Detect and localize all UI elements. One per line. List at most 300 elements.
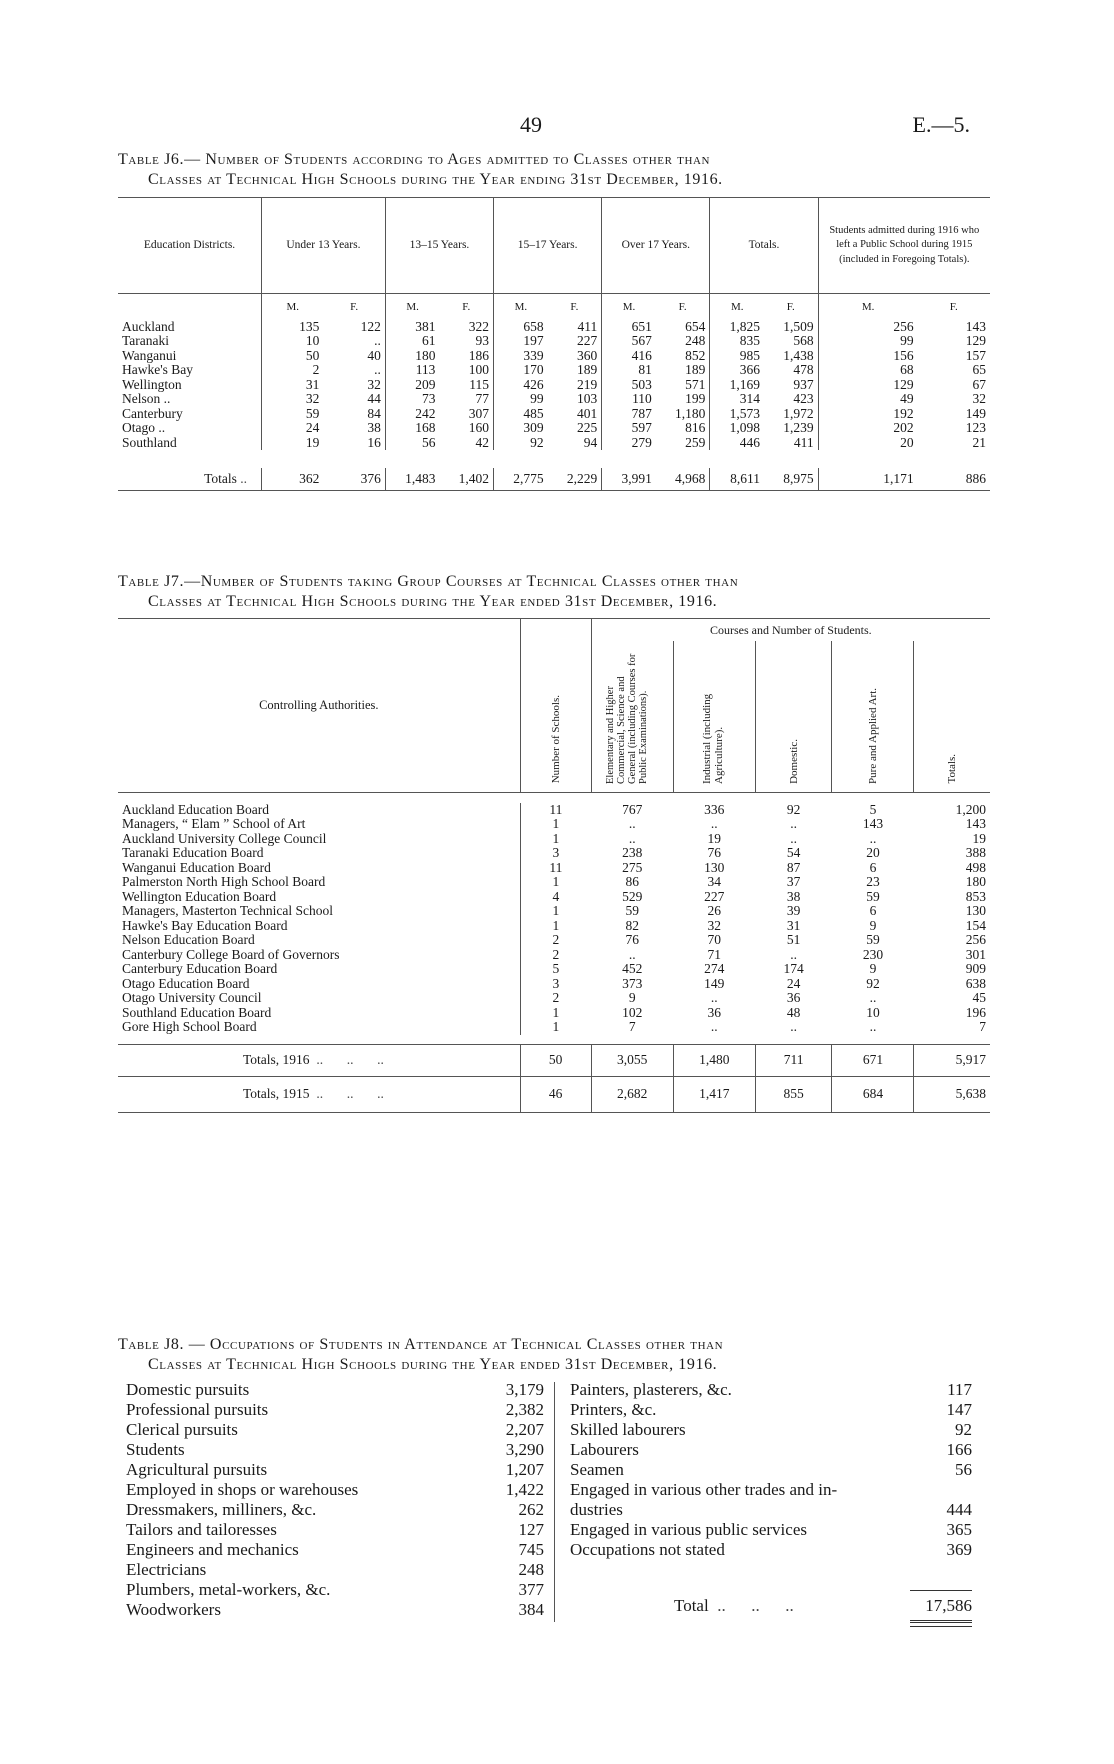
j7-cell: .. bbox=[790, 946, 797, 962]
j6-cell: 10 bbox=[262, 334, 324, 349]
j7-cell: 51 bbox=[786, 932, 801, 947]
j6-cell: 168 bbox=[385, 421, 439, 436]
j7-authority: Managers, “ Elam ” School of Art bbox=[122, 816, 306, 831]
j6-cell: 1,098 bbox=[710, 421, 764, 436]
occupation-value: 3,290 bbox=[505, 1440, 544, 1459]
j7-cell: 11 bbox=[520, 803, 591, 818]
j7-cell: 45 bbox=[972, 990, 986, 1005]
j6-cell: 123 bbox=[965, 420, 986, 435]
table-row bbox=[118, 948, 990, 963]
occupation-value: 444 bbox=[946, 1500, 972, 1519]
j6-cell: 426 bbox=[494, 378, 548, 393]
occupation-label: Engineers and mechanics bbox=[126, 1540, 299, 1559]
j6-cell: 170 bbox=[494, 363, 548, 378]
j7-total-cell: 711 bbox=[755, 1045, 832, 1077]
j6-cell: 42 bbox=[475, 434, 490, 450]
j6-cell: 423 bbox=[793, 391, 814, 406]
j7-authority: Wellington Education Board bbox=[122, 888, 277, 904]
j7-cell: 2 bbox=[520, 933, 591, 948]
j6-totals-label: Totals .. bbox=[204, 470, 247, 486]
j6-cell: 219 bbox=[576, 376, 598, 392]
table-row bbox=[118, 378, 990, 393]
j6-cell: 2 bbox=[262, 363, 324, 378]
j7-cell: 5 bbox=[869, 801, 877, 817]
j7-cell: 238 bbox=[622, 845, 643, 860]
j7-cell: 767 bbox=[622, 801, 643, 817]
j6-cell: 314 bbox=[710, 392, 764, 407]
j7-col-schools: Number of Schools. bbox=[520, 619, 591, 793]
column-divider bbox=[554, 1382, 555, 1622]
occupation-label: Electricians bbox=[126, 1560, 207, 1579]
table-row bbox=[118, 1006, 990, 1021]
j6-total-cell: 2,775 bbox=[494, 468, 548, 490]
occupation-value bbox=[922, 1480, 972, 1500]
table-row bbox=[118, 407, 990, 422]
j6-sex-header: M. bbox=[602, 294, 656, 320]
occupation-row bbox=[126, 1540, 544, 1560]
occupation-label: Plumbers, metal-workers, &c. bbox=[126, 1580, 331, 1599]
j7-cell: 92 bbox=[786, 801, 801, 817]
j7-cell: 10 bbox=[866, 1004, 880, 1020]
j6-cell: 110 bbox=[602, 392, 656, 407]
occupation-value: 248 bbox=[518, 1560, 544, 1579]
j7-totals-1916-label: Totals, 1916 .. .. .. bbox=[243, 1052, 384, 1068]
j7-cell: 26 bbox=[707, 903, 722, 918]
occupation-row bbox=[570, 1480, 972, 1500]
j6-cell: 568 bbox=[793, 333, 814, 348]
table-row bbox=[118, 1020, 990, 1035]
occupation-label: Employed in shops or warehouses bbox=[126, 1480, 359, 1499]
occupation-value: 166 bbox=[946, 1440, 972, 1459]
j6-cell: 149 bbox=[965, 405, 986, 421]
j6-sex-header: F. bbox=[786, 300, 795, 313]
j6-sex-header: F. bbox=[570, 300, 579, 313]
occupation-value: 92 bbox=[955, 1420, 972, 1439]
occupation-label: Printers, &c. bbox=[570, 1400, 657, 1419]
j7-cell: 9 bbox=[869, 961, 877, 976]
occupation-value: 365 bbox=[946, 1520, 972, 1539]
j6-total-cell: 8,611 bbox=[710, 468, 764, 490]
j6-cell: 32 bbox=[367, 376, 381, 392]
j7-cell: .. bbox=[790, 1019, 797, 1034]
occupation-label: Agricultural pursuits bbox=[126, 1460, 268, 1479]
table-row bbox=[118, 392, 990, 407]
j6-cell: 189 bbox=[685, 362, 706, 377]
table-row bbox=[118, 890, 990, 905]
j7-cell: 1 bbox=[520, 875, 591, 890]
page-header bbox=[0, 112, 1114, 142]
j7-cell: 92 bbox=[866, 975, 880, 991]
j6-cell: 1,239 bbox=[783, 420, 814, 435]
j6-sex-header: M. bbox=[818, 294, 918, 320]
j7-col-totals: Totals. bbox=[914, 641, 990, 793]
table-row bbox=[118, 436, 990, 451]
j6-cell: 567 bbox=[602, 334, 656, 349]
j7-cell: 19 bbox=[972, 830, 986, 846]
j6-cell: 225 bbox=[576, 420, 598, 435]
j6-col-under13: Under 13 Years. bbox=[262, 198, 386, 294]
occupation-row bbox=[570, 1520, 972, 1540]
j7-cell: 143 bbox=[965, 816, 986, 831]
j6-sex-header: F. bbox=[678, 300, 687, 313]
j7-cell: 39 bbox=[786, 903, 801, 918]
j6-cell: 199 bbox=[685, 391, 706, 406]
j6-cell: 40 bbox=[367, 347, 381, 363]
j7-cell: 6 bbox=[869, 859, 877, 875]
j6-cell: 1,825 bbox=[710, 320, 764, 335]
j7-cell: .. bbox=[710, 816, 718, 831]
j7-cell: 31 bbox=[786, 917, 801, 933]
j7-total-cell: 46 bbox=[520, 1077, 591, 1113]
j7-cell: 54 bbox=[786, 845, 801, 860]
occupation-value: 377 bbox=[518, 1580, 544, 1599]
table-row bbox=[118, 962, 990, 977]
j7-cell: 1 bbox=[520, 1020, 591, 1035]
j7-total-cell: 50 bbox=[520, 1045, 591, 1077]
j6-cell: 816 bbox=[685, 420, 706, 435]
j7-cell: 1 bbox=[520, 832, 591, 847]
j6-sex-header: F. bbox=[462, 300, 471, 313]
j6-cell: 59 bbox=[262, 407, 324, 422]
occupation-value: 369 bbox=[946, 1540, 972, 1559]
j6-cell: 24 bbox=[262, 421, 324, 436]
j6-cell: 129 bbox=[818, 378, 918, 393]
occupations-total-value: 17,586 bbox=[925, 1596, 972, 1615]
j6-col-13-15: 13–15 Years. bbox=[385, 198, 493, 294]
j7-cell: 1 bbox=[520, 904, 591, 919]
j6-total-cell: 4,968 bbox=[675, 470, 706, 486]
j6-cell: 93 bbox=[475, 333, 490, 348]
j6-cell: 835 bbox=[710, 334, 764, 349]
j7-cell: 70 bbox=[707, 932, 722, 947]
occupation-value: 3,179 bbox=[505, 1380, 544, 1399]
j6-total-cell: 1,171 bbox=[818, 468, 918, 490]
j7-cell: .. bbox=[710, 990, 718, 1005]
j7-cell: 11 bbox=[520, 861, 591, 876]
j6-cell: .. bbox=[374, 362, 381, 377]
j7-cell: 256 bbox=[965, 932, 986, 947]
j7-cell: 38 bbox=[786, 888, 801, 904]
j6-cell: 658 bbox=[494, 320, 548, 335]
j6-cell: .. bbox=[374, 333, 381, 348]
j6-sex-header: M. bbox=[385, 294, 439, 320]
j7-cell: 452 bbox=[622, 961, 643, 976]
j7-cell: 1 bbox=[520, 1006, 591, 1021]
j7-cell: 71 bbox=[707, 946, 722, 962]
j6-total-cell: 3,991 bbox=[602, 468, 656, 490]
table-row bbox=[118, 349, 990, 364]
j7-cell: 36 bbox=[707, 1004, 722, 1020]
occupation-label: Seamen bbox=[570, 1460, 624, 1479]
occupations-right-column bbox=[570, 1380, 972, 1560]
j7-col-domestic: Domestic. bbox=[755, 641, 832, 793]
j7-col-courses: Courses and Number of Students. bbox=[591, 619, 990, 641]
j7-cell: 909 bbox=[965, 961, 986, 976]
j6-cell: 31 bbox=[262, 378, 324, 393]
j7-cell: 498 bbox=[965, 859, 986, 875]
j7-cell: 1 bbox=[520, 919, 591, 934]
j6-col-over17: Over 17 Years. bbox=[602, 198, 710, 294]
j7-cell: 2 bbox=[520, 948, 591, 963]
j7-total-cell: 855 bbox=[755, 1077, 832, 1113]
occupation-label: Painters, plasterers, &c. bbox=[570, 1380, 732, 1399]
table-j8-caption: Table J8. — Occupations of Students in Attendance at Technical Classes other than Classes at Technical High Schools during the Year ended 31st December, 1916. bbox=[118, 1336, 724, 1373]
j7-cell: .. bbox=[869, 990, 877, 1005]
occupation-label: Students bbox=[126, 1440, 185, 1459]
j6-cell: 248 bbox=[685, 333, 706, 348]
j7-cell: .. bbox=[710, 1019, 718, 1034]
j7-cell: 59 bbox=[866, 932, 880, 947]
occupation-value: 1,422 bbox=[505, 1480, 544, 1499]
j6-total-cell: 886 bbox=[965, 470, 986, 486]
j7-cell: 388 bbox=[965, 845, 986, 860]
j7-cell: 301 bbox=[965, 946, 986, 962]
j7-cell: 59 bbox=[866, 888, 880, 904]
j6-cell: 32 bbox=[262, 392, 324, 407]
j7-cell: 7 bbox=[979, 1019, 986, 1034]
j7-authority: Hawke's Bay Education Board bbox=[122, 917, 288, 933]
j7-cell: 36 bbox=[786, 990, 801, 1005]
j6-cell: 20 bbox=[818, 436, 918, 451]
occupation-label: Domestic pursuits bbox=[126, 1380, 250, 1399]
j6-cell: 571 bbox=[685, 376, 706, 392]
j6-cell: 937 bbox=[793, 376, 814, 392]
occupation-row bbox=[570, 1380, 972, 1400]
j7-cell: .. bbox=[628, 946, 636, 962]
table-row bbox=[118, 803, 990, 818]
j6-district: Wanganui bbox=[122, 347, 177, 363]
j6-cell: 32 bbox=[972, 391, 986, 406]
j6-cell: 61 bbox=[385, 334, 439, 349]
j7-col-elementary: Elementary and Higher Commercial, Science and General (including Courses for Public Examinations). bbox=[591, 641, 673, 793]
j6-cell: 309 bbox=[494, 421, 548, 436]
j7-authority: Wanganui Education Board bbox=[122, 859, 271, 875]
j6-cell: 16 bbox=[367, 434, 381, 450]
j6-cell: 156 bbox=[818, 349, 918, 364]
j6-sex-header: M. bbox=[494, 294, 548, 320]
j7-cell: 3 bbox=[520, 977, 591, 992]
j6-sex-header: M. bbox=[710, 294, 764, 320]
j6-cell: 209 bbox=[385, 378, 439, 393]
j7-cell: 130 bbox=[704, 859, 725, 875]
j6-cell: 115 bbox=[469, 376, 490, 392]
occupation-row bbox=[570, 1420, 972, 1440]
j6-cell: 1,509 bbox=[783, 318, 814, 334]
j7-cell: .. bbox=[869, 1019, 877, 1034]
j6-cell: 21 bbox=[972, 434, 986, 450]
j7-cell: .. bbox=[790, 816, 797, 831]
j7-cell: 5 bbox=[520, 962, 591, 977]
j7-cell: .. bbox=[628, 830, 636, 846]
j6-cell: 339 bbox=[494, 349, 548, 364]
table-j7-caption: Table J7.—Number of Students taking Group Courses at Technical Classes other than Classes at Technical High Schools during the Year ended 31st December, 1916. bbox=[118, 573, 739, 610]
j6-district: Nelson .. bbox=[122, 391, 171, 406]
j6-cell: 503 bbox=[602, 378, 656, 393]
j6-district: Hawke's Bay bbox=[122, 362, 194, 377]
j6-cell: 44 bbox=[367, 391, 381, 406]
table-row bbox=[118, 933, 990, 948]
document-reference: E.—5. bbox=[912, 112, 970, 137]
occupation-row bbox=[126, 1420, 544, 1440]
j6-cell: 787 bbox=[602, 407, 656, 422]
table-row bbox=[118, 846, 990, 861]
j7-cell: 9 bbox=[869, 917, 877, 933]
j6-district: Taranaki bbox=[122, 333, 170, 348]
j7-cell: 853 bbox=[965, 888, 986, 904]
table-row bbox=[118, 977, 990, 992]
j7-cell: 24 bbox=[786, 975, 801, 991]
occupations-total: Total .. .. .. 17,586 bbox=[570, 1596, 972, 1616]
j7-total-cell: 671 bbox=[832, 1045, 914, 1077]
j7-total-cell: 5,638 bbox=[914, 1077, 990, 1113]
j7-cell: .. bbox=[790, 830, 797, 846]
j7-cell: 48 bbox=[786, 1004, 801, 1020]
j6-district: Wellington bbox=[122, 376, 182, 392]
j7-cell: 373 bbox=[622, 975, 643, 991]
j7-cell: 130 bbox=[965, 903, 986, 918]
j6-cell: 202 bbox=[818, 421, 918, 436]
occupation-row bbox=[570, 1500, 972, 1520]
j7-cell: 174 bbox=[783, 961, 804, 976]
occupation-label: Engaged in various public services bbox=[570, 1520, 807, 1539]
occupation-row bbox=[126, 1600, 544, 1620]
occupation-row bbox=[126, 1520, 544, 1540]
j7-authority: Taranaki Education Board bbox=[122, 845, 264, 860]
occupation-label: dustries bbox=[570, 1500, 623, 1519]
j6-cell: 180 bbox=[385, 349, 439, 364]
j6-cell: 94 bbox=[583, 434, 598, 450]
occupation-value: 56 bbox=[955, 1460, 972, 1479]
j6-cell: 985 bbox=[710, 349, 764, 364]
j7-cell: 230 bbox=[862, 946, 884, 962]
occupation-label: Skilled labourers bbox=[570, 1420, 686, 1439]
j6-col-left-school: Students admitted during 1916 who left a Public School during 1915 (included in Foregoing Totals). bbox=[818, 198, 990, 294]
j6-cell: 597 bbox=[602, 421, 656, 436]
j6-cell: 416 bbox=[602, 349, 656, 364]
j7-cell: 34 bbox=[707, 874, 722, 889]
j6-cell: 38 bbox=[367, 420, 381, 435]
j7-cell: 20 bbox=[866, 845, 880, 860]
table-row bbox=[118, 334, 990, 349]
j6-cell: 84 bbox=[367, 405, 381, 421]
j6-cell: 81 bbox=[602, 363, 656, 378]
occupation-label: Dressmakers, milliners, &c. bbox=[126, 1500, 317, 1519]
j6-col-15-17: 15–17 Years. bbox=[494, 198, 602, 294]
j7-cell: 9 bbox=[628, 990, 636, 1005]
table-j6-caption: Table J6.— Number of Students according to Ages admitted to Classes other than Classes at Technical High Schools during the Year ending 31st December, 1916. bbox=[118, 151, 723, 188]
j7-total-cell: 5,917 bbox=[914, 1045, 990, 1077]
occupation-row bbox=[126, 1500, 544, 1520]
j7-authority: Canterbury Education Board bbox=[122, 961, 278, 976]
j6-cell: 122 bbox=[360, 318, 381, 334]
j7-authority: Auckland University College Council bbox=[122, 830, 327, 846]
table-row bbox=[118, 817, 990, 832]
j7-cell: 2 bbox=[520, 991, 591, 1006]
j7-total-cell: 684 bbox=[832, 1077, 914, 1113]
j6-cell: 381 bbox=[385, 320, 439, 335]
j7-cell: 180 bbox=[965, 874, 986, 889]
j6-col-district: Education Districts. bbox=[143, 239, 236, 252]
j7-cell: 336 bbox=[704, 801, 725, 817]
j6-cell: 1,438 bbox=[783, 347, 814, 363]
j7-authority: Auckland Education Board bbox=[122, 801, 269, 817]
j6-sex-header: F. bbox=[949, 300, 958, 313]
j7-total-cell: 2,682 bbox=[591, 1077, 673, 1113]
j6-cell: 67 bbox=[972, 376, 986, 392]
j6-cell: 49 bbox=[818, 392, 918, 407]
j7-total-cell: 1,480 bbox=[673, 1045, 755, 1077]
table-j6 bbox=[118, 197, 990, 491]
page-number: 49 bbox=[520, 112, 542, 137]
j7-authority: Nelson Education Board bbox=[122, 932, 255, 947]
j7-cell: 86 bbox=[625, 874, 639, 889]
j7-cell: 76 bbox=[707, 845, 722, 860]
j7-cell: 7 bbox=[628, 1019, 636, 1034]
j6-sex-header: M. bbox=[262, 294, 324, 320]
occupation-value: 127 bbox=[518, 1520, 544, 1539]
j6-cell: 485 bbox=[494, 407, 548, 422]
j6-cell: 401 bbox=[576, 405, 598, 421]
table-row bbox=[118, 875, 990, 890]
j6-cell: 68 bbox=[818, 363, 918, 378]
j7-authority: Canterbury College Board of Governors bbox=[122, 946, 340, 962]
j7-cell: 32 bbox=[707, 917, 722, 933]
j6-cell: 56 bbox=[385, 436, 439, 451]
table-row bbox=[118, 991, 990, 1006]
j7-cell: 59 bbox=[625, 903, 639, 918]
j6-cell: 92 bbox=[494, 436, 548, 451]
j7-cell: .. bbox=[869, 830, 877, 846]
j7-cell: 102 bbox=[622, 1004, 643, 1020]
j7-cell: 82 bbox=[625, 917, 639, 933]
j6-cell: 129 bbox=[965, 333, 986, 348]
j7-total-cell: 1,417 bbox=[673, 1077, 755, 1113]
j6-cell: 242 bbox=[385, 407, 439, 422]
occupation-row bbox=[126, 1400, 544, 1420]
j6-district: Southland bbox=[122, 434, 177, 450]
table-row bbox=[118, 421, 990, 436]
j6-cell: 1,972 bbox=[783, 405, 814, 421]
occupation-label: Labourers bbox=[570, 1440, 639, 1459]
j7-cell: 529 bbox=[622, 888, 643, 904]
occupation-label: Engaged in various other trades and in- bbox=[570, 1480, 838, 1499]
table-row bbox=[118, 861, 990, 876]
occupation-label: Woodworkers bbox=[126, 1600, 221, 1619]
j6-cell: 73 bbox=[385, 392, 439, 407]
j6-cell: 279 bbox=[602, 436, 656, 451]
j7-cell: 1 bbox=[520, 817, 591, 832]
j6-total-cell: 1,402 bbox=[458, 470, 490, 486]
j6-cell: 99 bbox=[818, 334, 918, 349]
j6-cell: 256 bbox=[818, 320, 918, 335]
j6-cell: 411 bbox=[793, 434, 814, 450]
j6-cell: 478 bbox=[793, 362, 814, 377]
occupation-row bbox=[570, 1400, 972, 1420]
occupation-row bbox=[126, 1460, 544, 1480]
j7-cell: 87 bbox=[786, 859, 801, 875]
occupation-value: 117 bbox=[947, 1380, 972, 1399]
j7-totals-1915-label: Totals, 1915 .. .. .. bbox=[243, 1086, 384, 1102]
j6-cell: 1,180 bbox=[675, 405, 706, 421]
j7-cell: 154 bbox=[965, 917, 986, 933]
occupation-row bbox=[570, 1540, 972, 1560]
occupation-value: 2,382 bbox=[505, 1400, 544, 1419]
occupation-label: Clerical pursuits bbox=[126, 1420, 238, 1439]
table-row bbox=[118, 919, 990, 934]
occupation-row bbox=[126, 1480, 544, 1500]
table-row bbox=[118, 904, 990, 919]
j6-cell: 99 bbox=[494, 392, 548, 407]
